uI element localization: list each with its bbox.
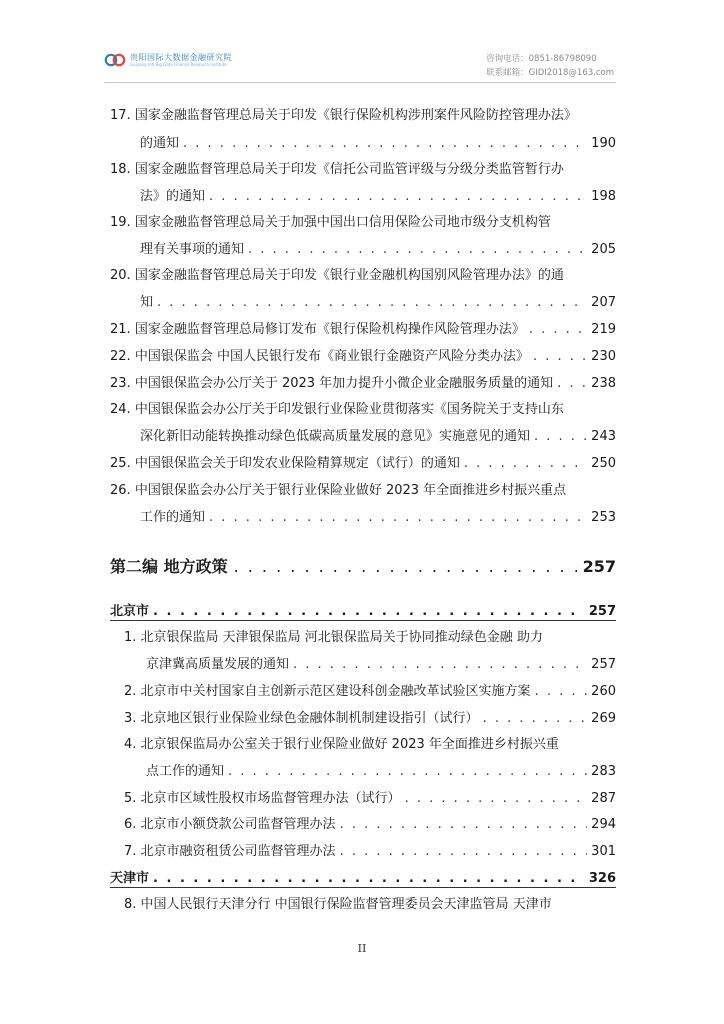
toc-entry-bj-2[interactable]: 2. 北京市中关村国家自主创新示范区建设科创金融改革试验区实施方案 . . . 260 (124, 680, 616, 699)
toc-entry-18[interactable]: 18. 国家金融监督管理总局关于印发《信托公司监管评级与分级分类监管暂行办 (110, 162, 564, 177)
toc-entry-20[interactable]: 20. 国家金融监督管理总局关于印发《银行业金融机构国别风险管理办法》的通 (110, 268, 564, 283)
region-heading-beijing[interactable]: 北京市 . . . 257 (110, 600, 616, 619)
page-number: 283 (591, 764, 616, 779)
page-number: 257 (588, 604, 616, 619)
page-header (104, 48, 616, 82)
toc-entry-23[interactable]: 23. 中国银保监会办公厅关于 2023 年加力提升小微企业金融服务质量的通知 . . . 238 (110, 372, 616, 391)
page-number: 287 (591, 791, 616, 806)
page-number: 257 (591, 657, 616, 672)
page-number: 260 (591, 684, 616, 699)
page-footer-number: II (357, 942, 367, 955)
page-number: 243 (591, 429, 616, 444)
page-number: 301 (591, 844, 616, 859)
page-number: 190 (591, 136, 616, 151)
page-number: 230 (591, 349, 616, 364)
toc-entry-21[interactable]: 21. 国家金融监督管理总局修订发布《银行保险机构操作风险管理办法》 . . . 219 (110, 318, 616, 337)
page-number: 269 (591, 711, 616, 726)
toc-entry-25[interactable]: 25. 中国银保监会关于印发农业保险精算规定（试行）的通知 . . . 250 (110, 452, 616, 471)
page-number: 219 (591, 322, 616, 337)
toc-entry-17[interactable]: 17. 国家金融监督管理总局关于印发《银行保险机构涉刑案件风险防控管理办法》 (110, 108, 577, 123)
institute-logo (104, 48, 232, 72)
page-number: 326 (588, 871, 616, 886)
page-number: 257 (582, 557, 616, 576)
logo-mark-icon (104, 53, 126, 67)
toc-entry-bj-5[interactable]: 5. 北京市区域性股权市场监督管理办法（试行） . . . 287 (124, 787, 616, 806)
page-number: 238 (591, 376, 616, 391)
logo-subtitle: Guiyang Intl Big Data Finance Research Institute (130, 61, 227, 67)
toc-entry-bj-1[interactable]: 1. 北京银保监局 天津银保监局 河北银保监局关于协同推动绿色金融 助力 (124, 630, 543, 645)
toc-entry-bj-1-cont[interactable]: 京津冀高质量发展的通知 . . . 257 (146, 653, 616, 672)
page-number: 250 (591, 456, 616, 471)
page-number: 294 (591, 817, 616, 832)
toc-entry-24[interactable]: 24. 中国银保监会办公厅关于印发银行业保险业贯彻落实《国务院关于支持山东 (110, 402, 564, 417)
toc-entry-19[interactable]: 19. 国家金融监督管理总局关于加强中国出口信用保险公司地市级分支机构管 (110, 215, 551, 230)
toc-entry-bj-6[interactable]: 6. 北京市小额贷款公司监督管理办法 . . . 294 (124, 813, 616, 832)
region-divider (110, 620, 616, 621)
toc-entry-bj-7[interactable]: 7. 北京市融资租赁公司监督管理办法 . . . 301 (124, 840, 616, 859)
toc-entry-17-cont[interactable]: 的通知 . . . 190 (140, 132, 616, 151)
toc-entry-bj-3[interactable]: 3. 北京地区银行业保险业绿色金融体制机制建设指引（试行） . . . 269 (124, 707, 616, 726)
toc-entry-24-cont[interactable]: 深化新旧动能转换推动绿色低碳高质量发展的意见》实施意见的通知 . . . 243 (140, 425, 616, 444)
contact-phone: 咨询电话：0851-86798090 (486, 54, 597, 64)
toc-entry-19-cont[interactable]: 理有关事项的通知 . . . 205 (140, 238, 616, 257)
toc-entry-22[interactable]: 22. 中国银保监会 中国人民银行发布《商业银行金融资产风险分类办法》 . . . 230 (110, 345, 616, 364)
toc-entry-bj-4[interactable]: 4. 北京银保监局办公室关于银行业保险业做好 2023 年全面推进乡村振兴重 (124, 737, 559, 752)
region-heading-tianjin[interactable]: 天津市 . . . 326 (110, 867, 616, 886)
section-heading-local-policy[interactable]: 第二编 地方政策 . . . 257 (110, 554, 616, 577)
toc-entry-20-cont[interactable]: 知 . . . 207 (140, 291, 616, 310)
page-number: 205 (591, 242, 616, 257)
page-number: 198 (591, 189, 616, 204)
page-number: 253 (591, 510, 616, 525)
toc-entry-bj-4-cont[interactable]: 点工作的通知 . . . 283 (146, 760, 616, 779)
contact-info (486, 52, 614, 80)
logo-title: 贵阳国际大数据金融研究院 (130, 52, 232, 62)
toc-entry-26-cont[interactable]: 工作的通知 . . . 253 (140, 506, 616, 525)
toc-entry-18-cont[interactable]: 法》的通知 . . . 198 (140, 185, 616, 204)
contact-email: 联系邮箱：GIDI2018@163.com (486, 68, 614, 78)
header-divider (104, 82, 616, 83)
toc-entry-26[interactable]: 26. 中国银保监会办公厅关于银行业保险业做好 2023 年全面推进乡村振兴重点 (110, 483, 567, 498)
page-number: 207 (591, 295, 616, 310)
toc-entry-tj-8[interactable]: 8. 中国人民银行天津分行 中国银行保险监督管理委员会天津监管局 天津市 (124, 897, 552, 912)
region-divider (110, 887, 616, 888)
